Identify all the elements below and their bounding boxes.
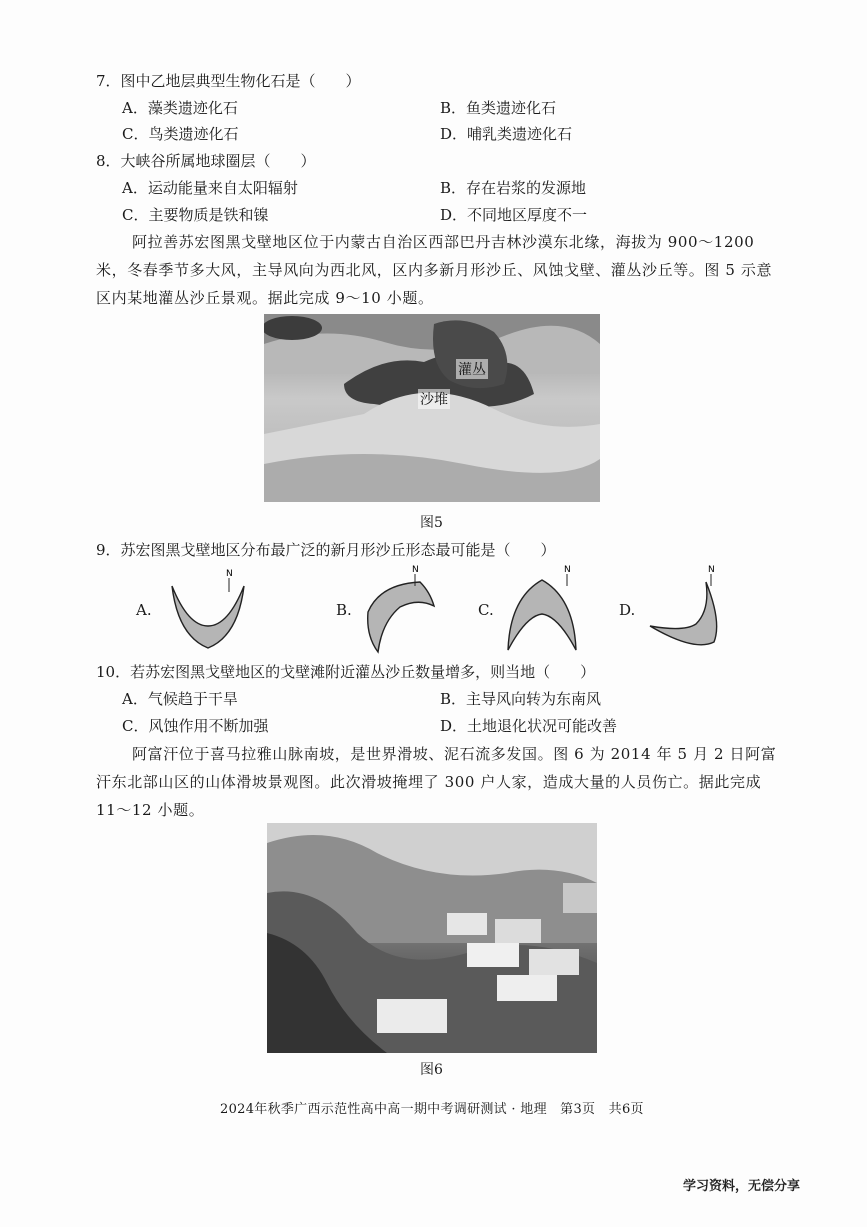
question-10-stem: 10．若苏宏图黑戈壁地区的戈壁滩附近灌丛沙丘数量增多，则当地（ ） bbox=[96, 663, 596, 681]
dune-shape-a bbox=[168, 566, 248, 656]
share-watermark: 学习资料，无偿分享 bbox=[683, 1179, 801, 1194]
question-8-option-c: C．主要物质是铁和镍 bbox=[122, 206, 269, 224]
question-7-option-b: B．鱼类遗迹化石 bbox=[440, 99, 557, 117]
page-footer: 2024年秋季广西示范性高中高一期中考调研测试 · 地理 第3页 共6页 bbox=[220, 1102, 644, 1117]
label-shrub: 灌丛 bbox=[456, 359, 488, 379]
question-8-stem: 8．大峡谷所属地球圈层（ ） bbox=[96, 152, 316, 170]
question-9-option-a-label: A. bbox=[136, 601, 152, 619]
dune-shape-d bbox=[644, 562, 724, 656]
question-7-option-d: D．哺乳类遗迹化石 bbox=[440, 125, 573, 143]
figure-6-scene bbox=[267, 823, 597, 1053]
question-10-option-a: A．气候趋于干旱 bbox=[122, 690, 238, 708]
question-10-option-b: B．主导风向转为东南风 bbox=[440, 690, 602, 708]
north-label-d: N bbox=[708, 565, 715, 575]
question-9-option-d-label: D. bbox=[619, 601, 636, 619]
dune-shape-b bbox=[360, 562, 440, 658]
question-10-option-d: D．土地退化状况可能改善 bbox=[440, 717, 618, 735]
figure-5-caption: 图5 bbox=[420, 515, 443, 531]
question-8-option-d: D．不同地区厚度不一 bbox=[440, 206, 588, 224]
question-8-option-a: A．运动能量来自太阳辐射 bbox=[122, 179, 298, 197]
question-7-stem: 7．图中乙地层典型生物化石是（ ） bbox=[96, 72, 361, 90]
question-10-option-c: C．风蚀作用不断加强 bbox=[122, 717, 269, 735]
question-9-option-c-label: C. bbox=[478, 601, 494, 619]
question-8-option-b: B．存在岩浆的发源地 bbox=[440, 179, 587, 197]
north-label-c: N bbox=[564, 565, 571, 575]
question-9-stem: 9．苏宏图黑戈壁地区分布最广泛的新月形沙丘形态最可能是（ ） bbox=[96, 541, 556, 559]
question-7-option-c: C．鸟类遗迹化石 bbox=[122, 125, 239, 143]
question-9-option-b-label: B. bbox=[336, 601, 352, 619]
passage-gobi: 阿拉善苏宏图黑戈壁地区位于内蒙古自治区西部巴丹吉林沙漠东北缘，海拔为 900～1200 米，冬春季节多大风，主导风向为西北风，区内多新月形沙丘、风蚀戈壁、灌丛沙丘等。图 5 示意区内某地灌丛沙丘景观。据此完成 9～10 小题。 bbox=[96, 233, 773, 307]
dune-shape-c bbox=[502, 562, 582, 656]
north-label-b: N bbox=[412, 565, 419, 575]
figure-6-photo bbox=[267, 823, 597, 1053]
figure-5-photo bbox=[264, 314, 600, 502]
label-sand-mound: 沙堆 bbox=[418, 389, 450, 409]
figure-6-caption: 图6 bbox=[420, 1062, 443, 1078]
passage-afghanistan: 阿富汗位于喜马拉雅山脉南坡，是世界滑坡、泥石流多发国。图 6 为 2014 年 5 月 2 日阿富汗东北部山区的山体滑坡景观图。此次滑坡掩埋了 300 户人家，造成大量的人员伤亡。据此完成 11～12 小题。 bbox=[96, 745, 777, 819]
question-7-option-a: A．藻类遗迹化石 bbox=[122, 99, 238, 117]
north-label-a: N bbox=[226, 569, 233, 579]
